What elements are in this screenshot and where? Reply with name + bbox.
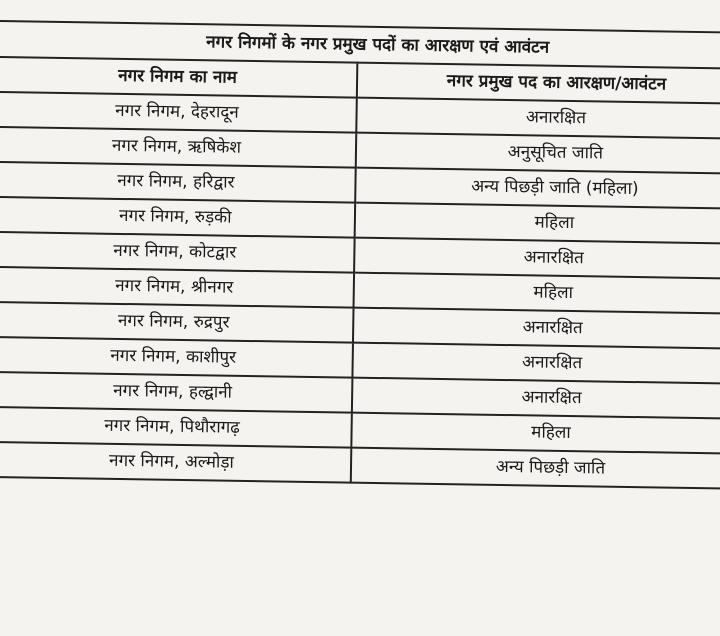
reservation-category: अनुसूचित जाति bbox=[356, 133, 720, 174]
corporation-name: नगर निगम, हल्द्वानी bbox=[0, 372, 352, 413]
corporation-name: नगर निगम, श्रीनगर bbox=[0, 267, 354, 308]
reservation-category: अनारक्षित bbox=[354, 238, 720, 279]
corporation-name: नगर निगम, हरिद्वार bbox=[0, 162, 356, 203]
reservation-table bbox=[0, 20, 720, 490]
corporation-name: नगर निगम, काशीपुर bbox=[0, 337, 353, 378]
reservation-category: महिला bbox=[355, 203, 720, 244]
corporation-name: नगर निगम, पिथौरागढ़ bbox=[0, 407, 352, 448]
corporation-name: नगर निगम, देहरादून bbox=[0, 92, 357, 133]
reservation-category: अनारक्षित bbox=[352, 343, 720, 384]
column-header-reservation: नगर प्रमुख पद का आरक्षण/आवंटन bbox=[357, 63, 720, 104]
corporation-name: नगर निगम, रुड़की bbox=[0, 197, 355, 238]
corporation-name: नगर निगम, अल्मोड़ा bbox=[0, 442, 351, 483]
reservation-category: अनारक्षित bbox=[356, 98, 720, 139]
reservation-category: महिला bbox=[351, 413, 720, 454]
reservation-category: महिला bbox=[353, 273, 720, 314]
reservation-category: अनारक्षित bbox=[353, 308, 720, 349]
column-header-name: नगर निगम का नाम bbox=[0, 57, 357, 98]
reservation-category: अन्य पिछड़ी जाति (महिला) bbox=[355, 168, 720, 209]
reservation-category: अनारक्षित bbox=[352, 378, 720, 419]
reservation-category: अन्य पिछड़ी जाति bbox=[351, 448, 720, 489]
corporation-name: नगर निगम, ऋषिकेश bbox=[0, 127, 356, 168]
table-title: नगर निगमों के नगर प्रमुख पदों का आरक्षण एवं आवंटन bbox=[0, 21, 720, 69]
corporation-name: नगर निगम, कोटद्वार bbox=[0, 232, 355, 273]
corporation-name: नगर निगम, रुद्रपुर bbox=[0, 302, 353, 343]
